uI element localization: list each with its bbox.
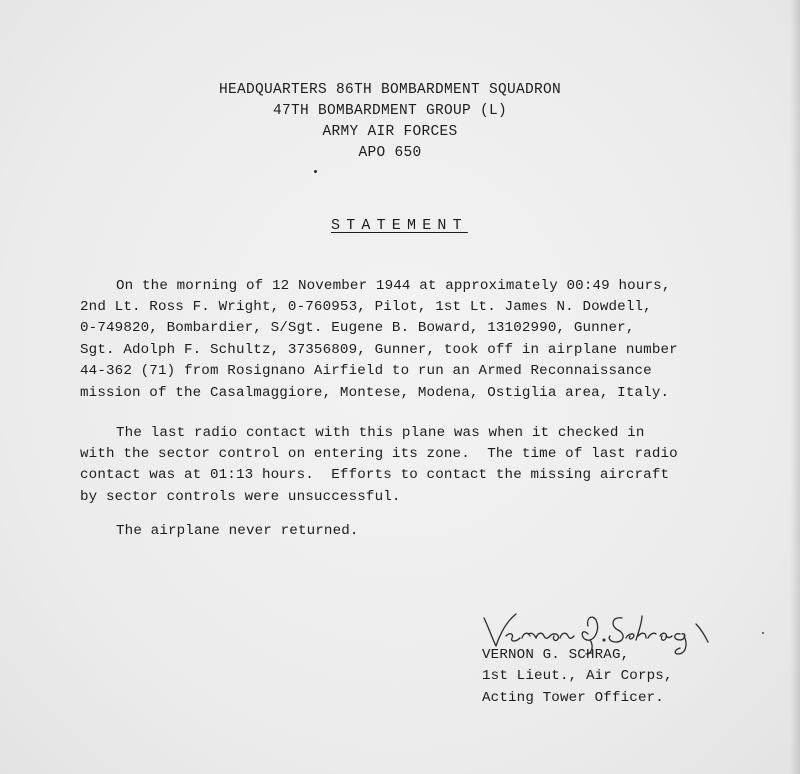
- paragraph-line: Sgt. Adolph F. Schultz, 37356809, Gunner, took off in airplane number: [80, 341, 678, 358]
- paragraph-line: with the sector control on entering its zone. The time of last radio: [80, 446, 678, 462]
- letterhead: [0, 80, 780, 164]
- signer-title: Acting Tower Officer.: [482, 689, 664, 706]
- signer-rank: 1st Lieut., Air Corps,: [482, 668, 673, 685]
- paragraph-2-first-line: The last radio contact with this plane was when it checked in: [116, 425, 645, 441]
- paragraph-line: by sector controls were unsuccessful.: [80, 488, 401, 505]
- paragraph-line: contact was at 01:13 hours. Efforts to contact the missing aircraft: [80, 467, 670, 484]
- signer-name: VERNON G. SCHRAG,: [482, 647, 630, 663]
- paragraph-1-body: [80, 297, 678, 404]
- page-edge-shadow: [790, 0, 800, 774]
- paragraph-2-body: [80, 444, 678, 508]
- paragraph-line: 44-362 (71) from Rosignano Airfield to run an Armed Reconnaissance: [80, 363, 652, 380]
- paragraph-line: mission of the Casalmaggiore, Montese, Modena, Ostiglia area, Italy.: [80, 384, 670, 401]
- paragraph-1-first-line: On the morning of 12 November 1944 at approximately 00:49 hours,: [116, 278, 671, 294]
- paragraph-line: 0-749820, Bombardier, S/Sgt. Eugene B. Boward, 13102990, Gunner,: [80, 320, 635, 337]
- ink-speck: [762, 632, 764, 634]
- letterhead-line-1: HEADQUARTERS 86TH BOMBARDMENT SQUADRON: [218, 82, 562, 98]
- letterhead-line-3: ARMY AIR FORCES: [322, 124, 458, 140]
- signature-block: [482, 645, 673, 709]
- letterhead-line-2: 47TH BOMBARDMENT GROUP (L): [272, 103, 508, 119]
- document-title: STATEMENT: [331, 217, 468, 234]
- paragraph-line: 2nd Lt. Ross F. Wright, 0-760953, Pilot, 1st Lt. James N. Dowdell,: [80, 299, 652, 315]
- ink-speck: [314, 170, 317, 173]
- letterhead-line-4: APO 650: [358, 145, 422, 161]
- paragraph-3: The airplane never returned.: [116, 523, 359, 539]
